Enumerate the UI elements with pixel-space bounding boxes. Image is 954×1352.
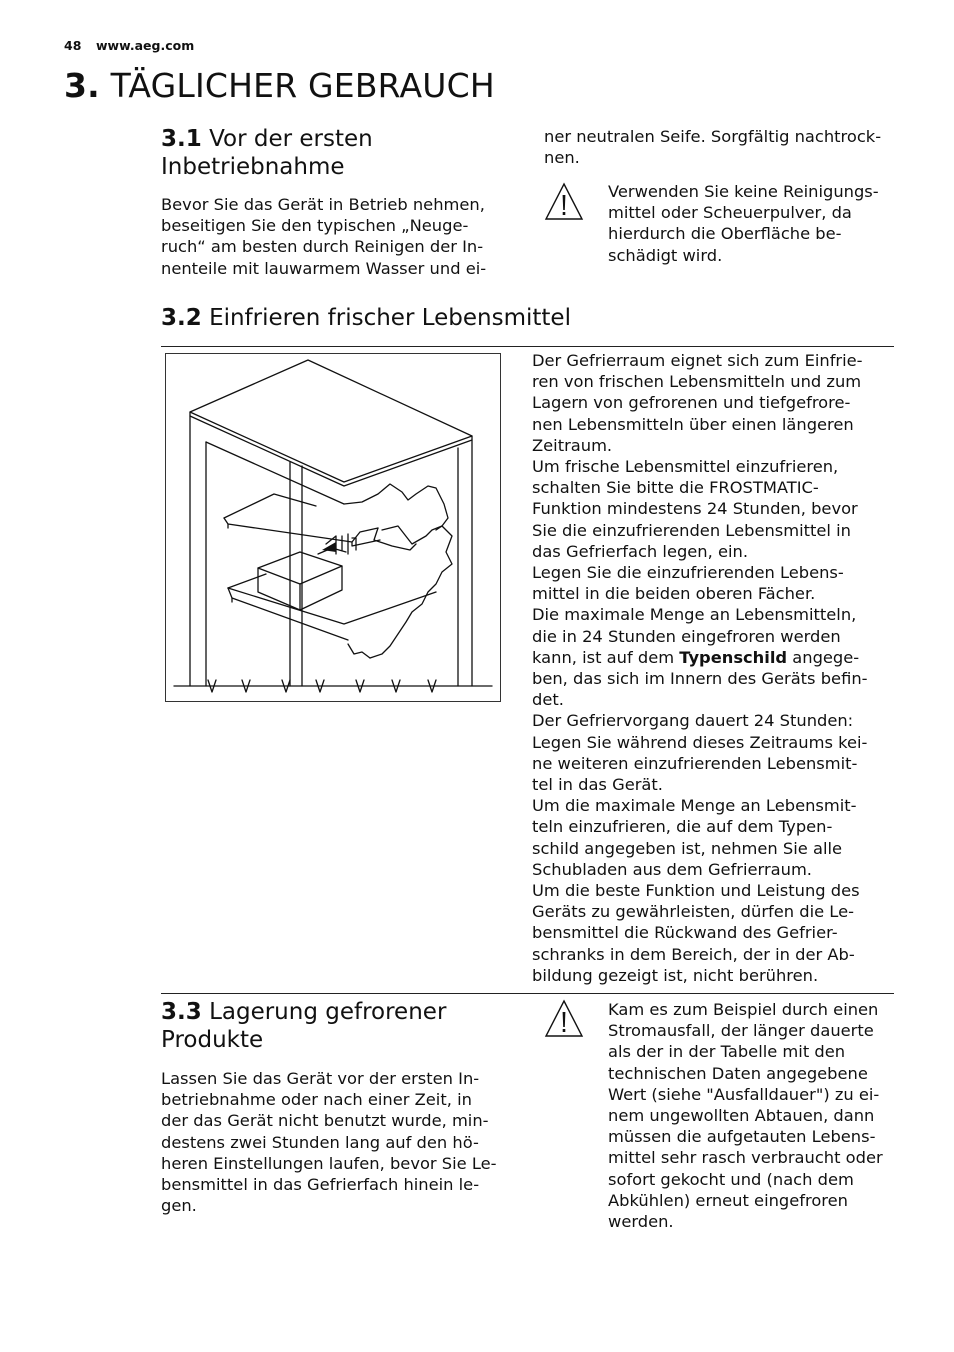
chapter-title-text: TÄGLICHER GEBRAUCH [110, 66, 495, 105]
section-3-3-number: 3.3 [161, 999, 202, 1025]
section-3-2-body-part2: angege- ben, das sich im Innern des Geräts befin- det. Der Gefriervorgang dauert 24 Stunden: Legen Sie während dieses Zeitraums kei- ne weiteren einzufrierenden Lebensmit- tel in das Gerät. Um die maximale Menge an Lebensmit- teln einzufrieren, die auf dem Typen- schild angegeben ist, nehmen Sie alle Schubladen aus dem Gefrierraum. Um die beste Funktion und Leistung des Geräts zu gewährleisten, dürfen die Le- bensmittel die Rückwand des Gefrier- schranks in dem Bereich, der in der Ab- bildung gezeigt ist, nicht berühren. [532, 647, 868, 985]
site-url[interactable]: www.aeg.com [96, 38, 195, 53]
section-3-3-heading [161, 998, 501, 1054]
section-3-2-title: Einfrieren frischer Lebensmittel [209, 305, 571, 331]
chapter-number: 3. [64, 66, 100, 105]
warning-triangle-icon [544, 999, 584, 1039]
section-3-2-body-bold: Typenschild [679, 647, 788, 667]
section-3-1-body-right: ner neutralen Seife. Sorgfältig nachtrock- nen. [544, 127, 882, 168]
section-3-2-body [532, 350, 902, 986]
chapter-title [64, 66, 495, 105]
freezer-illustration-drawing [166, 354, 500, 701]
section-3-1-title: Vor der ersten Inbetriebnahme [161, 126, 373, 180]
page-number: 48 [64, 38, 82, 53]
section-3-2-number: 3.2 [161, 305, 202, 331]
warning-triangle-icon [544, 182, 584, 222]
freezer-shelf-illustration [165, 353, 501, 702]
section-3-3-title: Lagerung gefrorener Produkte [161, 999, 447, 1053]
section-3-2-heading [161, 304, 861, 332]
section-3-3-warning-text: Kam es zum Beispiel durch einen Stromausfall, der länger dauerte als der in der Tabelle mit den technischen Daten angegebene Wert (siehe "Ausfalldauer") zu ei- nem ungewollten Abtauen, dann müssen die aufgetauten Lebens- mittel sehr rasch verbraucht oder sofort gekocht und (nach dem Abkühlen) erneut eingefroren werden. [608, 1000, 883, 1232]
section-3-1-body-left: Bevor Sie das Gerät in Betrieb nehmen, beseitigen Sie den typischen „Neuge- ruch“ am besten durch Reinigen der In- nenteile mit lauwarmem Wasser und ei- [161, 195, 487, 278]
section-3-1-heading [161, 125, 501, 181]
section-3-3-body: Lassen Sie das Gerät vor der ersten In- betriebnahme oder nach einer Zeit, in der das Gerät nicht benutzt wurde, min- destens zwei Stunden lang auf den hö- heren Einstellungen laufen, bevor Sie Le- bensmittel in das Gefrierfach hinein le- gen. [161, 1069, 497, 1216]
section-3-2-body-part1: Der Gefrierraum eignet sich zum Einfrie- ren von frischen Lebensmitteln und zum Lagern von gefrorenen und tiefgefrore- nen Lebensmitteln über einen längeren Zeitraum. Um frische Lebensmittel einzufrieren, schalten Sie bitte die FROSTMATIC- Funktion mindestens 24 Stunden, bevor Sie die einzufrierenden Lebensmittel in das Gefrierfach legen, ein. Legen Sie die einzufrierenden Lebens- mittel in die beiden oberen Fächer. Die maximale Menge an Lebensmitteln, die in 24 Stunden eingefroren werden kann, ist auf dem [532, 351, 863, 667]
section-3-1-number: 3.1 [161, 126, 202, 152]
section-3-1-warning-text: Verwenden Sie keine Reinigungs- mittel oder Scheuerpulver, da hierdurch die Oberfläche be- schädigt wird. [608, 182, 879, 265]
section-3-3-rule [161, 993, 894, 994]
section-3-2-rule [161, 346, 894, 347]
